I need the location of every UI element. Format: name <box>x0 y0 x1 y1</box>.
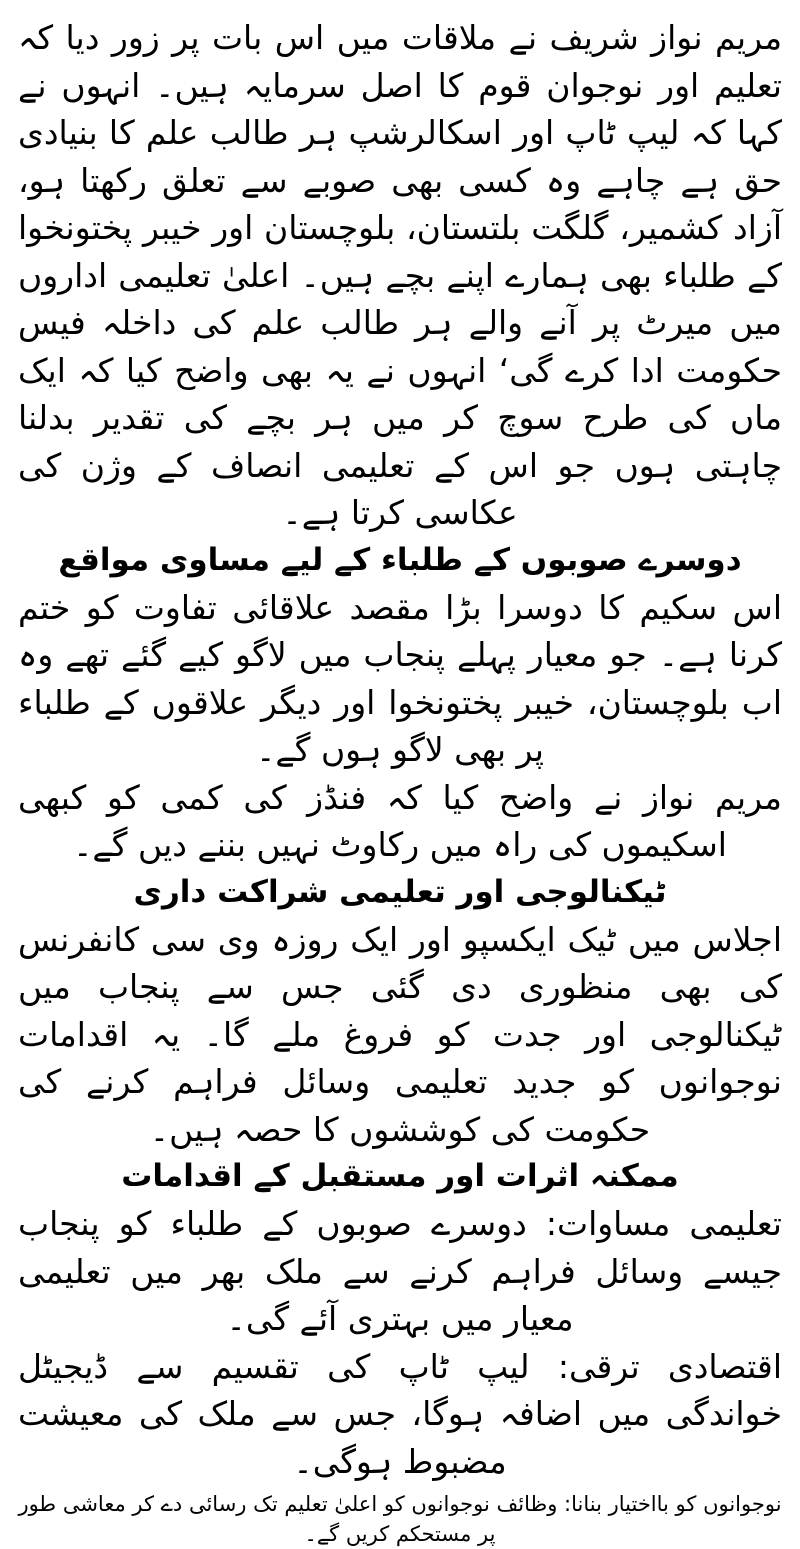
section-heading-technology-partnership: ٹیکنالوجی اور تعلیمی شراکت داری <box>133 873 667 910</box>
section-heading-future-measures: ممکنہ اثرات اور مستقبل کے اقدامات <box>121 1158 679 1194</box>
article-paragraph-funding: مریم نواز نے واضح کیا کہ فنڈز کی کمی کو کبھی اسکیموں کی راہ میں رکاوٹ نہیں بننے دیں گے۔ <box>18 777 782 864</box>
article-paragraph-intro: مریم نواز شریف نے ملاقات میں اس بات پر زور دیا کہ تعلیم اور نوجوان قوم کا اصل سرمایہ ہیں۔ انہوں نے کہا کہ لیپ ٹاپ اور اسکالرشپ ہر طالب علم کا بنیادی حق ہے چاہے وہ کسی بھی صوبے سے تعلق رکھتا ہو، آزاد کشمیر، گلگت بلتستان، بلوچستان اور خیبر پختونخوا کے طلباء بھی ہمارے اپنے بچے ہیں۔ اعلیٰ تعلیمی اداروں میں میرٹ پر آنے والے ہر طالب علم کی داخلہ فیس حکومت ادا کرے گی‘ انہوں نے یہ بھی واضح کیا کہ ایک ماں کی طرح سوچ کر میں ہر بچے کی تقدیر بدلنا چاہتی ہوں جو اس کے تعلیمی انصاف کے وژن کی عکاسی کرتا ہے۔ <box>18 18 782 532</box>
article-paragraph-economic-growth: اقتصادی ترقی: لیپ ٹاپ کی تقسیم سے ڈیجیٹل خواندگی میں اضافہ ہوگا، جس سے ملک کی معیشت مضبوط ہوگی۔ <box>18 1346 782 1481</box>
article-paragraph-regional-disparity: اس سکیم کا دوسرا بڑا مقصد علاقائی تفاوت کو ختم کرنا ہے۔ جو معیار پہلے پنجاب میں لاگو کیے گئے تھے وہ اب بلوچستان، خیبر پختونخوا اور دیگر علاقوں کے طلباء پر بھی لاگو ہوں گے۔ <box>18 587 782 769</box>
article-paragraph-educational-equality: تعلیمی مساوات: دوسرے صوبوں کے طلباء کو پنجاب جیسے وسائل فراہم کرنے سے ملک بھر میں تعلیمی معیار میں بہتری آئے گی۔ <box>18 1204 782 1338</box>
article-paragraph-tech-expo: اجلاس میں ٹیک ایکسپو اور ایک روزہ وی سی کانفرنس کی بھی منظوری دی گئی جس سے پنجاب میں ٹیکنالوجی اور جدت کو فروغ ملے گا۔ یہ اقدامات نوجوانوں کو جدید تعلیمی وسائل فراہم کرنے کی حکومت کی کوششوں کا حصہ ہیں۔ <box>18 919 782 1149</box>
section-heading-equal-opportunities: دوسرے صوبوں کے طلباء کے لیے مساوی مواقع <box>58 541 742 578</box>
article-footnote-youth-empowerment: نوجوانوں کو بااختیار بنانا: وظائف نوجوانوں کو اعلیٰ تعلیم تک رسائی دے کر معاشی طور پر مستحکم کریں گے۔ <box>18 1492 782 1546</box>
